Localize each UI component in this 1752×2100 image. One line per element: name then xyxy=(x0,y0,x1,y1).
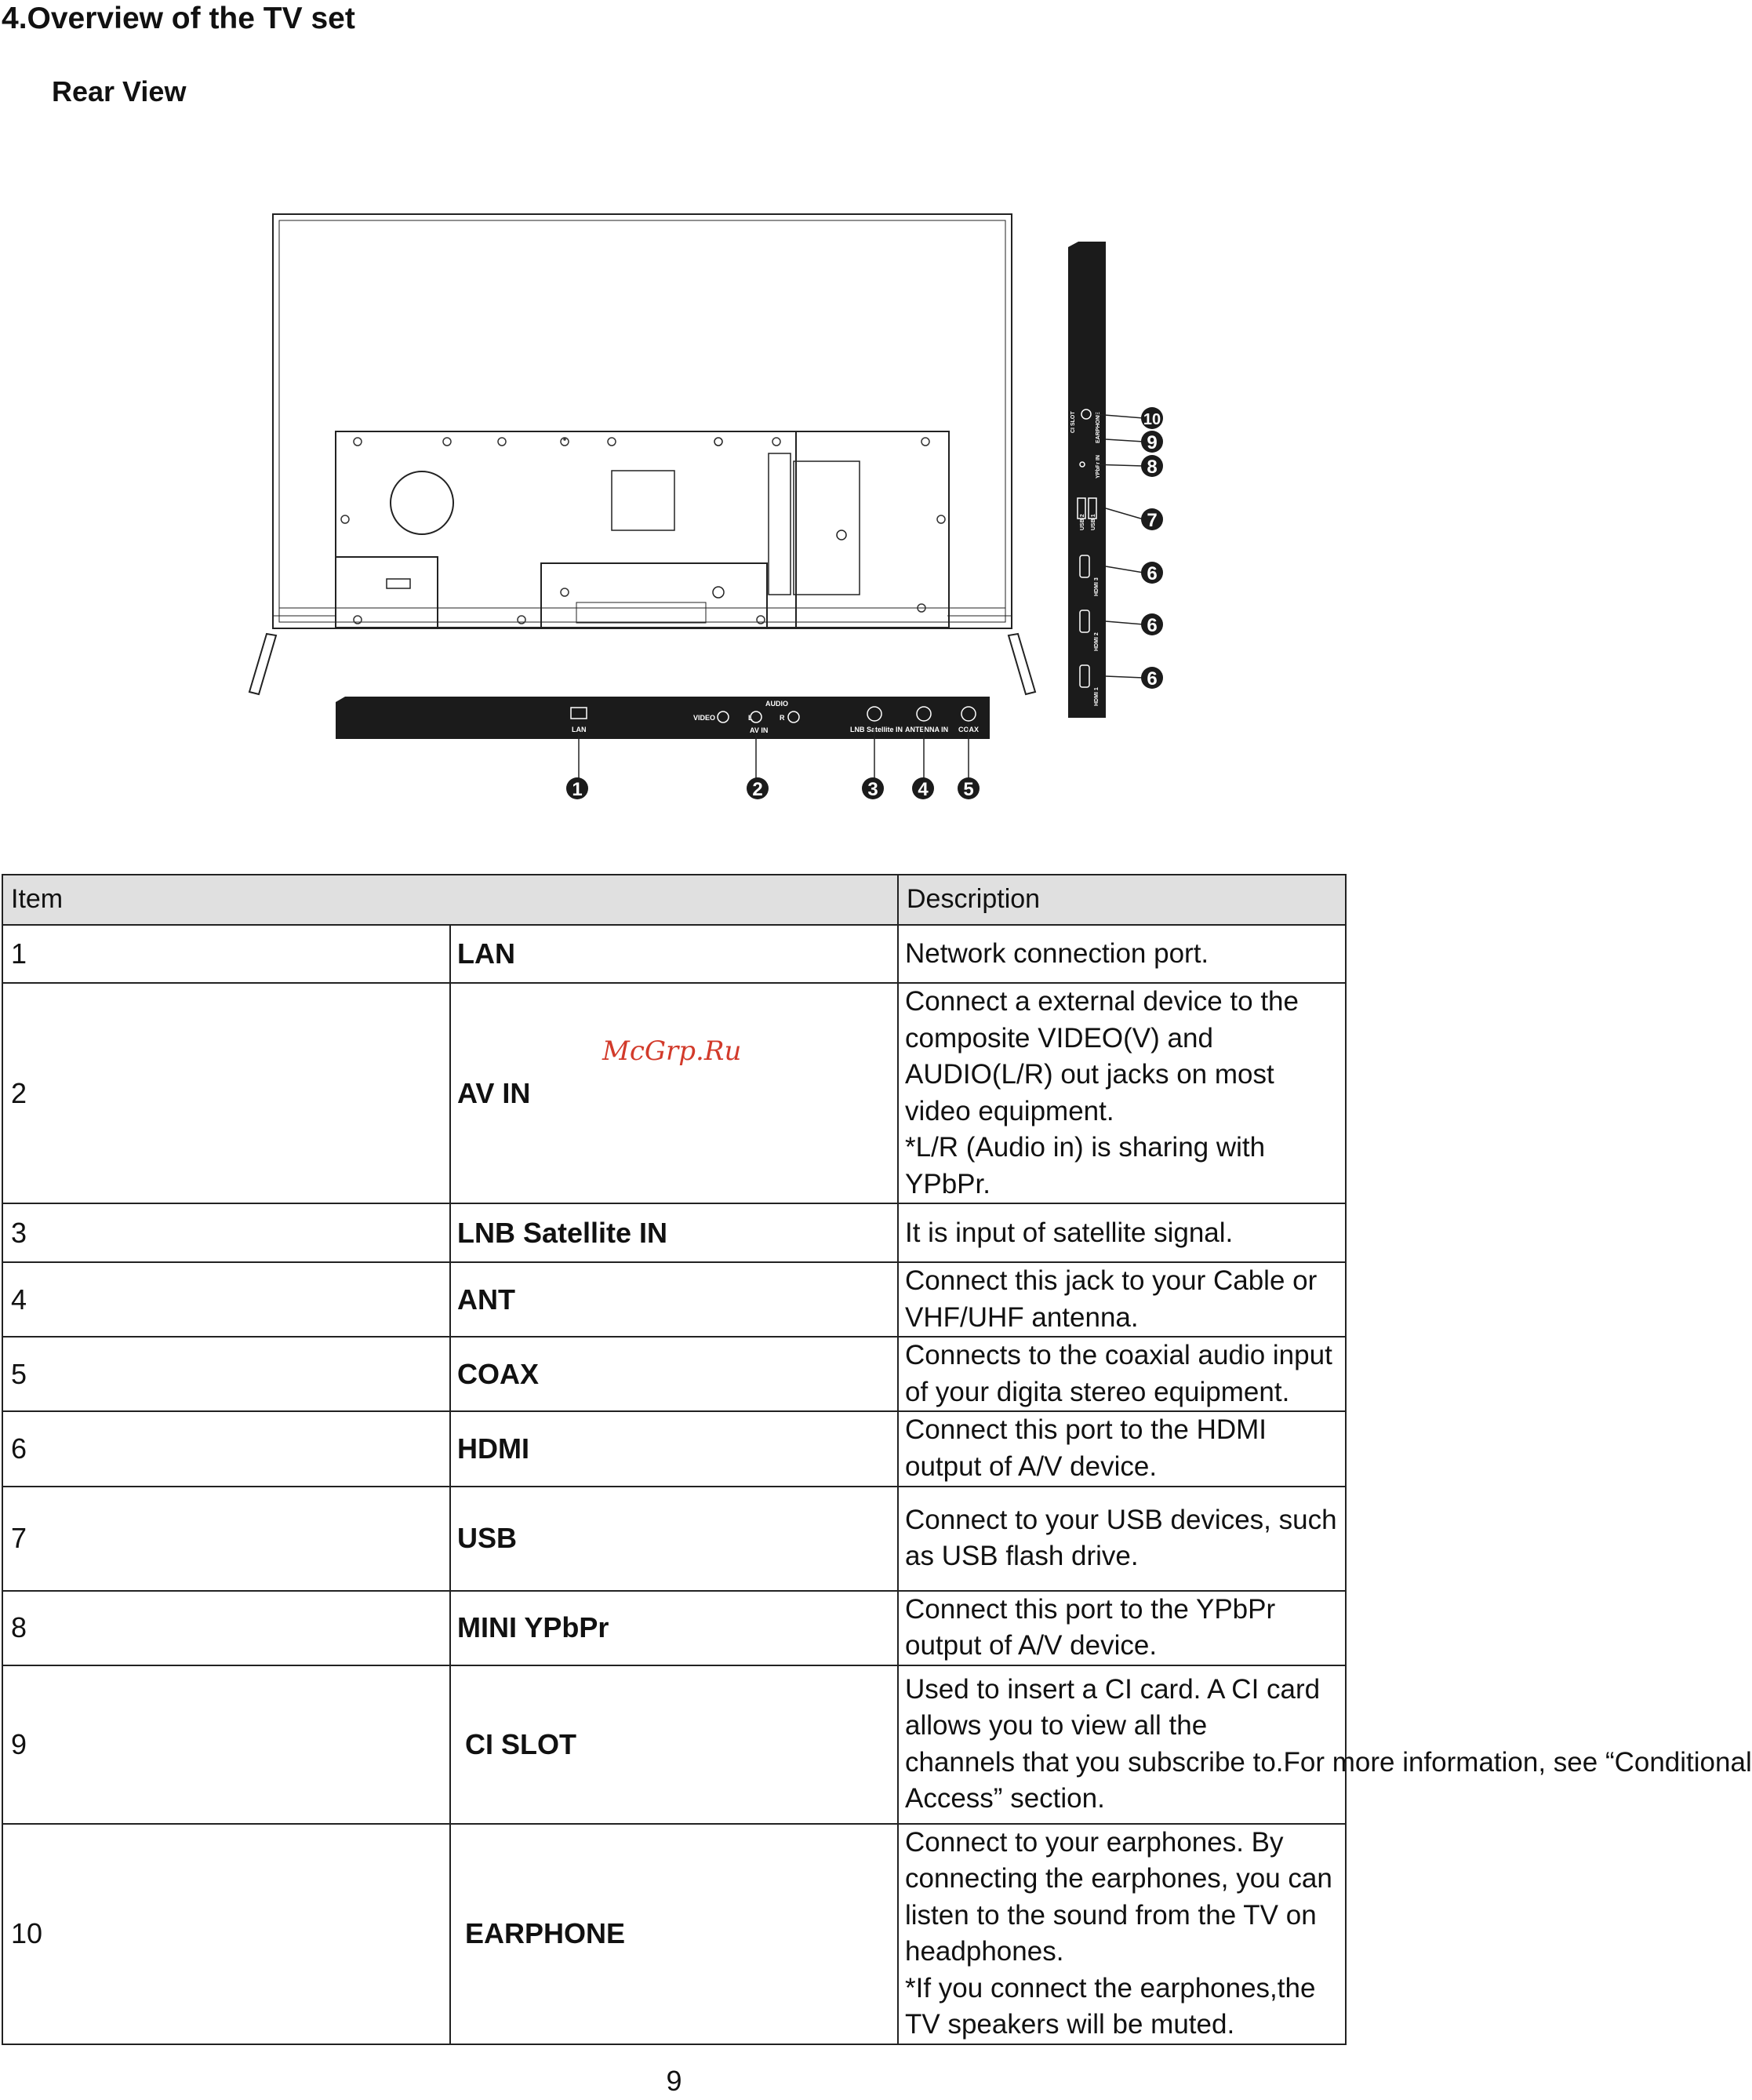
label-hdmi1: HDMI 1 xyxy=(1094,687,1100,706)
row-description xyxy=(898,1411,1346,1486)
svg-text:9: 9 xyxy=(1147,432,1158,453)
row-number: 9 xyxy=(2,1665,450,1824)
header-item: Item xyxy=(2,875,898,925)
row-description xyxy=(898,983,1346,1203)
row-description xyxy=(898,925,1346,983)
row-name: CI SLOT xyxy=(450,1665,898,1824)
row-number: 4 xyxy=(2,1262,450,1337)
svg-text:7: 7 xyxy=(1147,510,1158,531)
svg-text:6: 6 xyxy=(1147,668,1158,690)
table-row xyxy=(2,1337,1346,1411)
page-title: 4.Overview of the TV set xyxy=(2,2,355,35)
desc-line: listen to the sound from the TV on headphones. xyxy=(905,1899,1317,1967)
row-number: 2 xyxy=(2,983,450,1203)
row-description xyxy=(898,1262,1346,1337)
row-number: 3 xyxy=(2,1203,450,1262)
desc-line: Used to insert a CI card. A CI card allows you to view all the xyxy=(905,1673,1321,1742)
svg-text:5: 5 xyxy=(963,779,974,800)
callout-1 xyxy=(566,777,588,800)
svg-text:1: 1 xyxy=(572,779,583,800)
row-name: MINI YPbPr xyxy=(450,1591,898,1665)
row-number: 10 xyxy=(2,1824,450,2044)
tv-rear-diagram xyxy=(0,180,1348,824)
callout-5 xyxy=(958,777,980,800)
row-number: 8 xyxy=(2,1591,450,1665)
label-video: VIDEO xyxy=(693,714,716,722)
side-connector-panel xyxy=(1068,242,1106,718)
desc-line: Connect this port to the YPbPr output of A/V device. xyxy=(905,1593,1276,1661)
label-hdmi3: HDMI 3 xyxy=(1094,577,1100,596)
desc-line: channels that you subscribe to.For more information, see “Conditional xyxy=(905,1746,1752,1778)
svg-text:4: 4 xyxy=(918,779,929,800)
callout-3 xyxy=(862,777,884,800)
label-lnb: LNB Satellite IN xyxy=(850,726,903,733)
label-ypbpr: YPbPr IN xyxy=(1096,455,1101,479)
bottom-connector-panel xyxy=(336,697,990,739)
svg-text:3: 3 xyxy=(867,779,878,800)
label-lan: LAN xyxy=(572,726,587,733)
desc-line: Connects to the coaxial audio input of your digita stereo equipment. xyxy=(905,1340,1332,1407)
row-name: COAX xyxy=(450,1337,898,1411)
desc-line: Connect to your earphones. By connecting the earphones, you can xyxy=(905,1826,1332,1894)
table-row xyxy=(2,925,1346,983)
desc-line: Connect this jack to your Cable or VHF/UHF antenna. xyxy=(905,1265,1318,1333)
row-name: ANT xyxy=(450,1262,898,1337)
row-number: 6 xyxy=(2,1411,450,1486)
table-row xyxy=(2,1411,1346,1486)
label-audio: AUDIO xyxy=(765,700,788,708)
svg-text:6: 6 xyxy=(1147,615,1158,636)
table-row xyxy=(2,1824,1346,2044)
row-number: 7 xyxy=(2,1487,450,1591)
callout-7 xyxy=(1141,508,1163,531)
callout-10 xyxy=(1141,407,1163,429)
row-name: USB xyxy=(450,1487,898,1591)
header-description: Description xyxy=(898,875,1346,925)
label-l: L xyxy=(748,714,753,722)
label-earphone: EARPHONE xyxy=(1096,412,1101,443)
section-subtitle: Rear View xyxy=(52,75,187,107)
callout-9 xyxy=(1141,431,1163,453)
table-header-row xyxy=(2,875,1346,925)
table-row xyxy=(2,983,1346,1203)
row-name: HDMI xyxy=(450,1411,898,1486)
label-r: R xyxy=(780,714,785,722)
row-number: 5 xyxy=(2,1337,450,1411)
row-description xyxy=(898,1591,1346,1665)
watermark: McGrp.Ru xyxy=(602,1035,742,1067)
row-number: 1 xyxy=(2,925,450,983)
callout-6c xyxy=(1141,562,1163,584)
desc-line: AUDIO(L/R) out jacks on most video equipment. xyxy=(905,1059,1274,1126)
desc-line: *If you connect the earphones,the TV speakers will be muted. xyxy=(905,1972,1316,2040)
tv-back-panel xyxy=(249,214,1035,694)
row-name: LNB Satellite IN xyxy=(450,1203,898,1262)
desc-line: Connect this port to the HDMI output of A/V device. xyxy=(905,1414,1267,1483)
row-description xyxy=(898,1203,1346,1262)
label-coax: COAX xyxy=(958,726,980,733)
table-row xyxy=(2,1591,1346,1665)
table-row xyxy=(2,1203,1346,1262)
desc-line: It is input of satellite signal. xyxy=(905,1217,1234,1248)
callout-8 xyxy=(1141,455,1163,478)
row-description xyxy=(898,1487,1346,1591)
label-ci-slot: CI SLOT xyxy=(1070,411,1076,433)
callout-6b xyxy=(1141,613,1163,636)
row-name: EARPHONE xyxy=(450,1824,898,2044)
table-row xyxy=(2,1262,1346,1337)
row-name: AV IN xyxy=(450,983,898,1203)
desc-line: Connect a external device to the composite VIDEO(V) and xyxy=(905,986,1299,1054)
svg-text:10: 10 xyxy=(1143,411,1161,428)
callout-2 xyxy=(747,777,769,800)
callout-6a xyxy=(1141,667,1163,690)
desc-line: Network connection port. xyxy=(905,937,1209,969)
callout-4 xyxy=(912,777,934,800)
table-row xyxy=(2,1665,1346,1824)
row-description xyxy=(898,1665,1752,1824)
label-hdmi2: HDMI 2 xyxy=(1094,632,1100,651)
desc-line: Access” section. xyxy=(905,1783,1105,1814)
page-number: 9 xyxy=(666,2065,682,2097)
table-row xyxy=(2,1487,1346,1591)
label-usb2: USB 2 xyxy=(1080,514,1085,530)
row-name: LAN xyxy=(450,925,898,983)
svg-text:8: 8 xyxy=(1147,457,1158,478)
row-description xyxy=(898,1337,1346,1411)
svg-text:6: 6 xyxy=(1147,563,1158,584)
desc-line: Connect to your USB devices, such as USB flash drive. xyxy=(905,1504,1337,1572)
desc-line: *L/R (Audio in) is sharing with YPbPr. xyxy=(905,1132,1266,1199)
label-av-in: AV IN xyxy=(750,726,769,734)
label-antenna: ANTENNA IN xyxy=(905,726,949,733)
label-usb1: USB 1 xyxy=(1091,514,1096,530)
svg-text:2: 2 xyxy=(752,779,763,800)
row-description xyxy=(898,1824,1346,2044)
